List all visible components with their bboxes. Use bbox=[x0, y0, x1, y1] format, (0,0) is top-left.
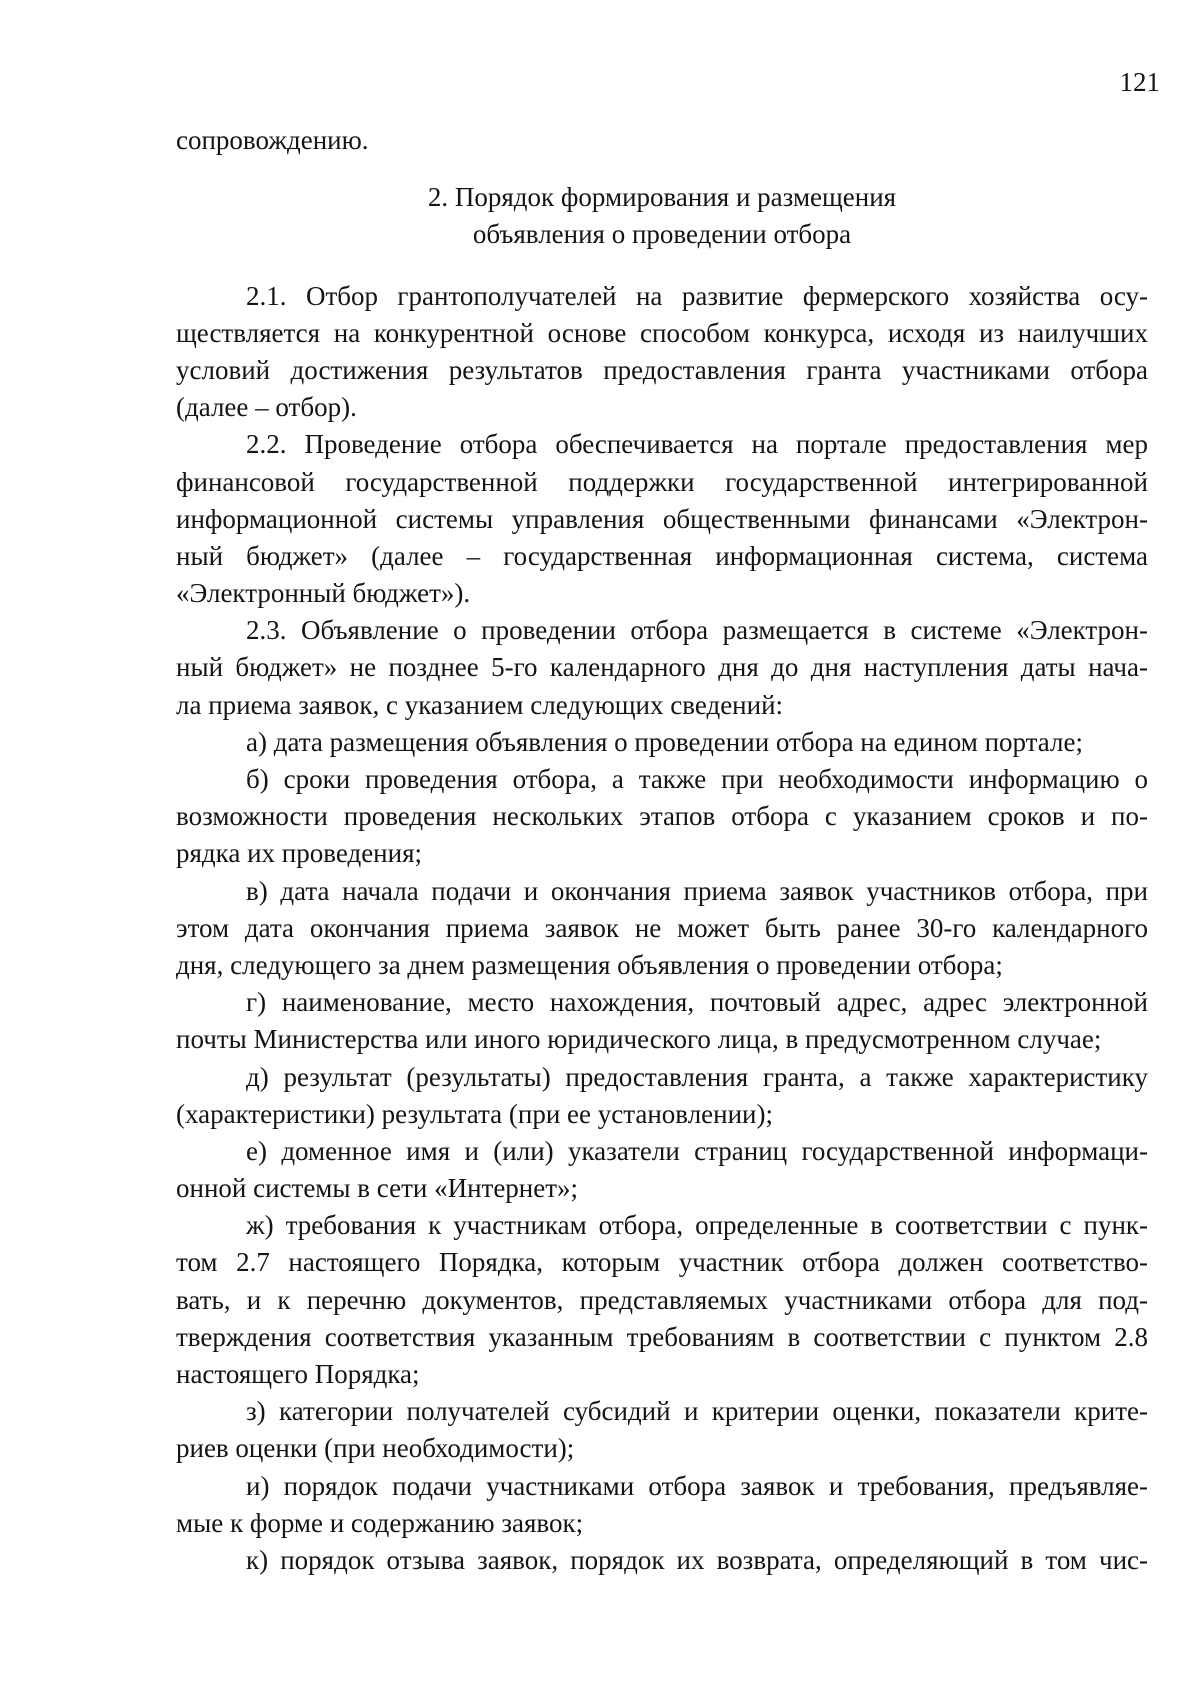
paragraph-line: а) дата размещения объявления о проведении отбора на едином портале; bbox=[246, 726, 1083, 757]
paragraph-line: условий достижения результатов предоставления гранта участниками отбора bbox=[176, 354, 1148, 385]
paragraph-line: 2.2. Проведение отбора обеспечивается на портале предоставления мер bbox=[246, 429, 1148, 460]
paragraph-line: в) дата начала подачи и окончания приема заявок участников отбора, при bbox=[246, 875, 1148, 906]
spacer bbox=[176, 159, 1148, 179]
paragraph-line: информационной системы управления общественными финансами «Электрон- bbox=[176, 503, 1148, 534]
page-number: 121 bbox=[1119, 67, 1160, 97]
list-item-k bbox=[176, 1542, 1148, 1579]
list-item-e bbox=[176, 1133, 1148, 1207]
list-item-zh bbox=[176, 1207, 1148, 1393]
paragraph-2-3 bbox=[176, 612, 1148, 724]
paragraph-line: тверждения соответствия указанным требованиям в соответствии с пунктом 2.8 bbox=[176, 1321, 1148, 1352]
paragraph-line: вать, и к перечню документов, представляемых участниками отбора для под- bbox=[176, 1284, 1148, 1315]
paragraph-line: финансовой государственной поддержки государственной интегрированной bbox=[176, 466, 1148, 497]
spacer bbox=[176, 254, 1148, 278]
paragraph-line: ж) требования к участникам отбора, определенные в соответствии с пунк- bbox=[246, 1210, 1148, 1241]
paragraph-2-1 bbox=[176, 278, 1148, 427]
paragraph-line: дня, следующего за днем размещения объявления о проведении отбора; bbox=[176, 949, 1003, 980]
paragraph-line: к) порядок отзыва заявок, порядок их возврата, определяющий в том чис- bbox=[246, 1544, 1148, 1575]
paragraph-2-2 bbox=[176, 426, 1148, 612]
paragraph-line: е) доменное имя и (или) указатели страниц государственной информаци- bbox=[246, 1135, 1148, 1166]
document-body bbox=[176, 122, 1148, 1579]
paragraph-line: 2.3. Объявление о проведении отбора размещается в системе «Электрон- bbox=[246, 615, 1148, 646]
paragraph-line: этом дата окончания приема заявок не может быть ранее 30-го календарного bbox=[176, 912, 1148, 943]
paragraph-line: ный бюджет» (далее – государственная информационная система, система bbox=[176, 540, 1148, 571]
paragraph-line: онной системы в сети «Интернет»; bbox=[176, 1173, 579, 1204]
list-item-g bbox=[176, 984, 1148, 1058]
paragraph-line: «Электронный бюджет»). bbox=[176, 578, 471, 609]
paragraph-line: б) сроки проведения отбора, а также при необходимости информацию о bbox=[246, 764, 1148, 794]
list-item-d bbox=[176, 1059, 1148, 1133]
paragraph-line: д) результат (результаты) предоставления гранта, а также характеристику bbox=[246, 1061, 1148, 1092]
carry-over-text: сопровождению. bbox=[176, 125, 369, 155]
paragraph-line: ществляется на конкурентной основе способом конкурса, исходя из наилучших bbox=[176, 317, 1148, 348]
paragraph-line: ла приема заявок, с указанием следующих сведений: bbox=[176, 689, 784, 720]
list-item-v bbox=[176, 873, 1148, 985]
paragraph-line: з) категории получателей субсидий и критерии оценки, показатели крите- bbox=[246, 1396, 1148, 1427]
paragraph-line: (далее – отбор). bbox=[176, 392, 357, 423]
list-item-z bbox=[176, 1393, 1148, 1467]
paragraph-line: рядка их проведения; bbox=[176, 838, 423, 869]
list-item-a bbox=[176, 724, 1148, 761]
list-item-i bbox=[176, 1468, 1148, 1542]
paragraph-line: настоящего Порядка; bbox=[176, 1359, 420, 1389]
paragraph-line: почты Министерства или иного юридического лица, в предусмотренном случае; bbox=[176, 1024, 1102, 1055]
section-heading-line-2: объявления о проведении отбора bbox=[472, 219, 852, 250]
paragraph-line: возможности проведения нескольких этапов отбора с указанием сроков и по- bbox=[176, 801, 1148, 832]
paragraph-line: и) порядок подачи участниками отбора заявок и требования, предъявляе- bbox=[246, 1470, 1148, 1501]
paragraph-line: мые к форме и содержанию заявок; bbox=[176, 1507, 584, 1538]
list-item-b bbox=[176, 761, 1148, 873]
paragraph-line: риев оценки (при необходимости); bbox=[176, 1433, 575, 1464]
paragraph-line: ный бюджет» не позднее 5-го календарного дня до дня наступления даты нача- bbox=[176, 652, 1148, 683]
paragraph-line: 2.1. Отбор грантополучателей на развитие фермерского хозяйства осу- bbox=[246, 280, 1148, 311]
paragraph-line: том 2.7 настоящего Порядка, которым участник отбора должен соответство- bbox=[176, 1247, 1148, 1278]
paragraph-line: г) наименование, место нахождения, почтовый адрес, адрес электронной bbox=[246, 987, 1148, 1018]
paragraph-line: (характеристики) результата (при ее установлении); bbox=[176, 1098, 773, 1129]
section-heading-line-1: 2. Порядок формирования и размещения bbox=[427, 182, 897, 213]
